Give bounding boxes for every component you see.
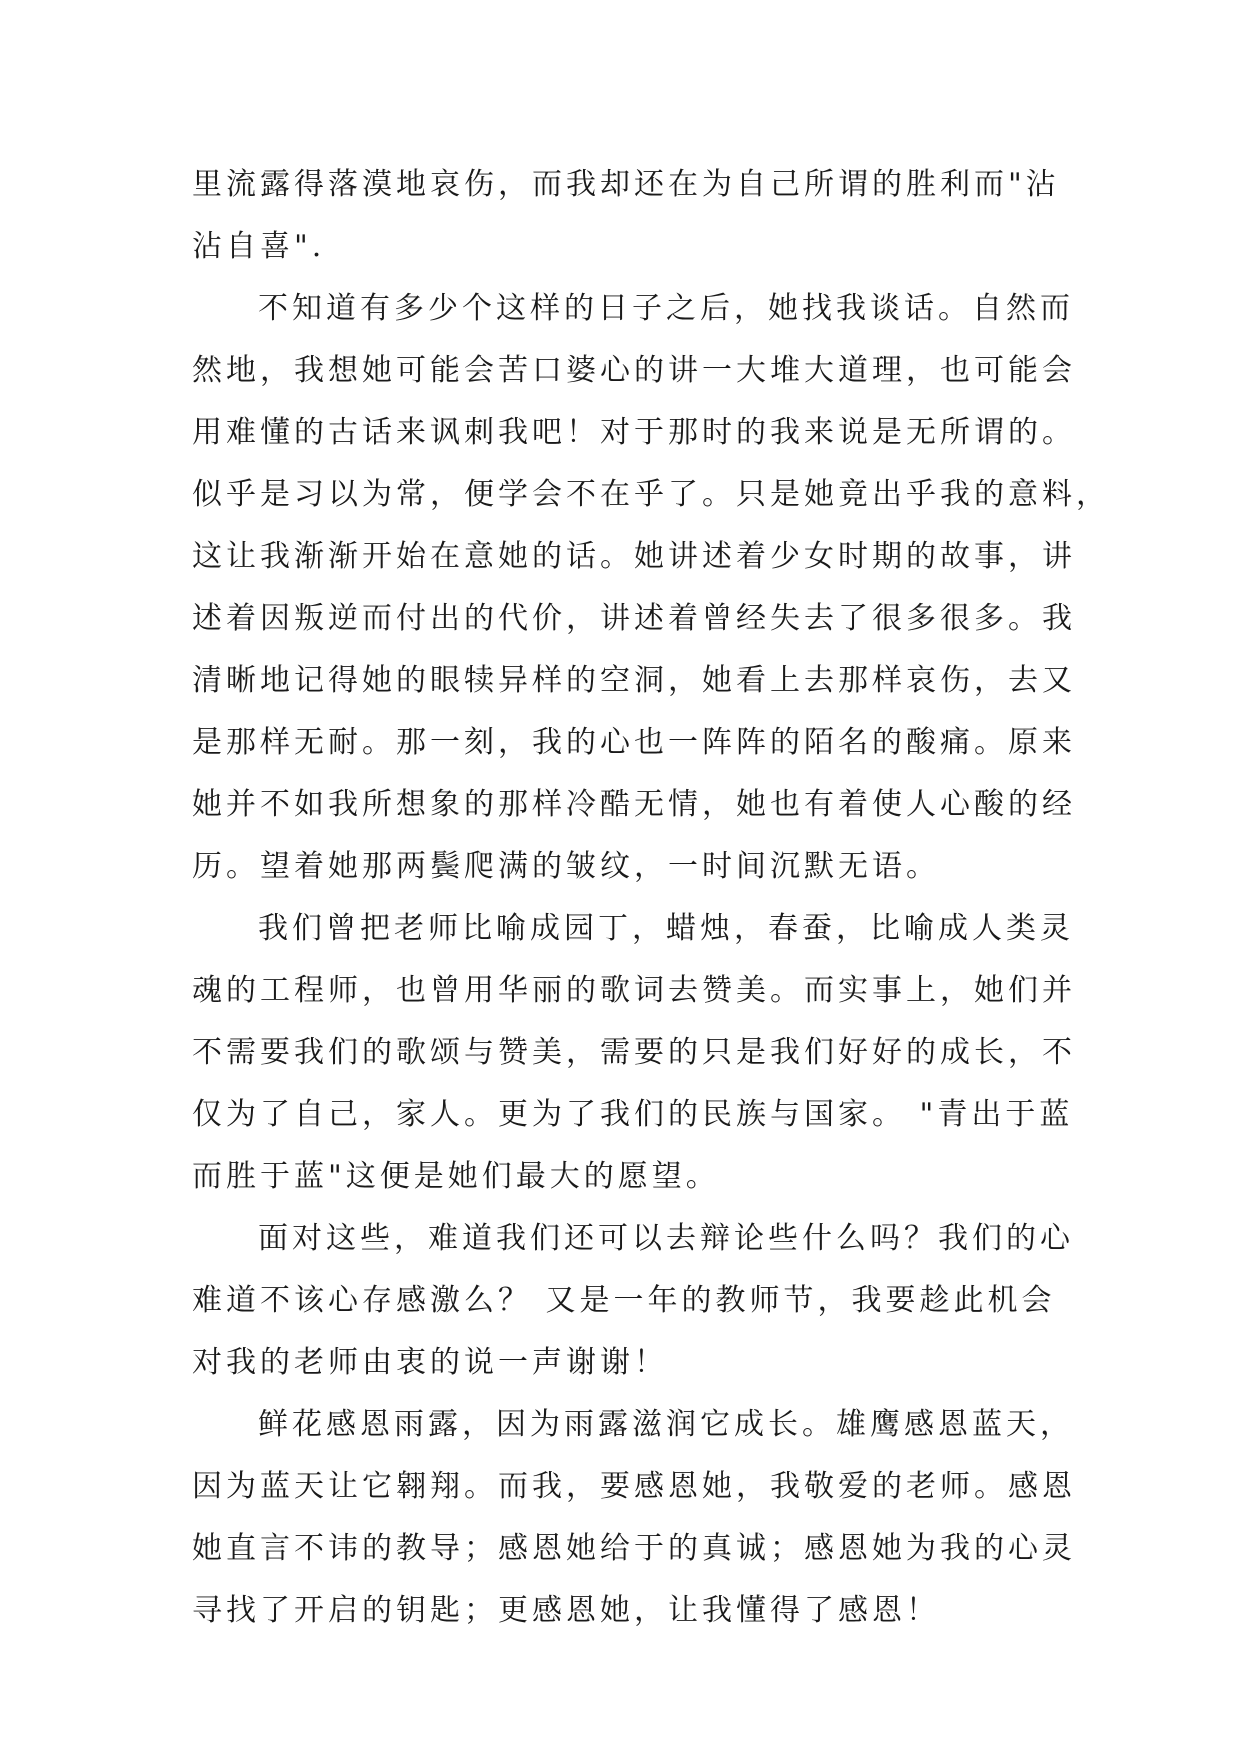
paragraph-first-line: 面对这些，难道我们还可以去辩论些什么吗？我们的心: [258, 1221, 1074, 1256]
text-line: 因为蓝天让它翱翔。而我，要感恩她，我敬爱的老师。感恩: [192, 1469, 1076, 1504]
paragraph-first-line: 我们曾把老师比喻成园丁，蜡烛，春蚕，比喻成人类灵: [258, 911, 1074, 946]
text-line: 而胜于蓝"这便是她们最大的愿望。: [192, 1159, 720, 1194]
text-line: 魂的工程师，也曾用华丽的歌词去赞美。而实事上，她们并: [192, 973, 1076, 1008]
text-line: 述着因叛逆而付出的代价，讲述着曾经失去了很多很多。我: [192, 601, 1076, 636]
text-line: 似乎是习以为常，便学会不在乎了。只是她竟出乎我的意料，: [192, 477, 1110, 512]
text-line: 然地，我想她可能会苦口婆心的讲一大堆大道理，也可能会: [192, 353, 1076, 388]
text-line: 是那样无耐。那一刻，我的心也一阵阵的陌名的酸痛。原来: [192, 725, 1076, 760]
text-line: 寻找了开启的钥匙；更感恩她，让我懂得了感恩！: [192, 1593, 940, 1628]
text-line: 这让我渐渐开始在意她的话。她讲述着少女时期的故事，讲: [192, 539, 1076, 574]
paragraph-first-line: 鲜花感恩雨露，因为雨露滋润它成长。雄鹰感恩蓝天，: [258, 1407, 1074, 1442]
text-line: 不需要我们的歌颂与赞美，需要的只是我们好好的成长，不: [192, 1035, 1076, 1070]
text-line: 对我的老师由衷的说一声谢谢！: [192, 1345, 668, 1380]
text-line: 沾自喜".: [192, 229, 326, 264]
paragraph-first-line: 不知道有多少个这样的日子之后，她找我谈话。自然而: [258, 291, 1074, 326]
text-line: 里流露得落漠地哀伤，而我却还在为自己所谓的胜利而"沾: [192, 167, 1060, 202]
text-line: 清晰地记得她的眼犊异样的空洞，她看上去那样哀伤，去又: [192, 663, 1076, 698]
text-line: 历。望着她那两鬓爬满的皱纹，一时间沉默无语。: [192, 849, 940, 884]
text-line: 仅为了自己，家人。更为了我们的民族与国家。 "青出于蓝: [192, 1097, 1074, 1132]
document-body: [192, 154, 1110, 1642]
text-line: 她并不如我所想象的那样冷酷无情，她也有着使人心酸的经: [192, 787, 1076, 822]
text-line: 她直言不讳的教导；感恩她给于的真诚；感恩她为我的心灵: [192, 1531, 1076, 1566]
text-line: 难道不该心存感激么？ 又是一年的教师节，我要趁此机会: [192, 1283, 1056, 1318]
text-line: 用难懂的古话来讽刺我吧！对于那时的我来说是无所谓的。: [192, 415, 1076, 450]
